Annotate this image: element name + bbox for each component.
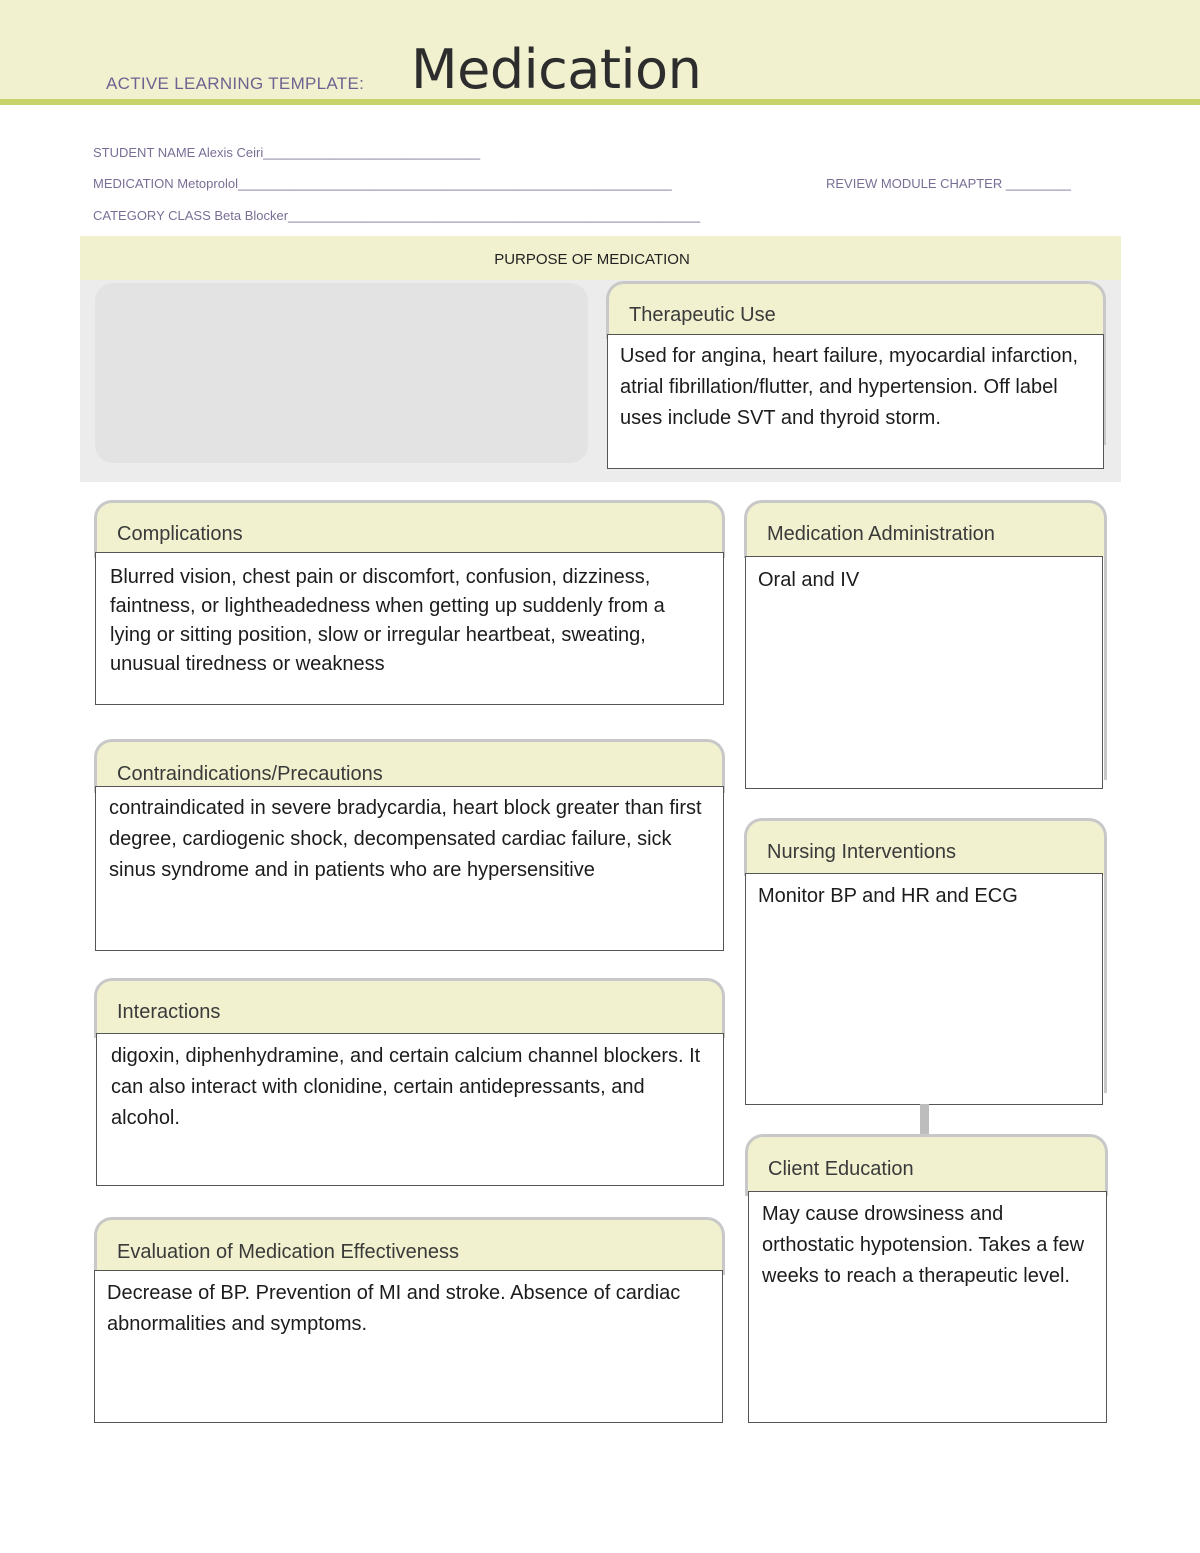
student-name-field[interactable]: STUDENT NAME Alexis Ceiri______________________________ <box>93 145 481 160</box>
nursing-interventions-text: Monitor BP and HR and ECG <box>758 885 1018 907</box>
medication-administration-label: Medication Administration <box>767 523 995 545</box>
evaluation-label: Evaluation of Medication Effectiveness <box>117 1241 460 1263</box>
evaluation-box[interactable] <box>94 1270 723 1423</box>
contraindications-text: contraindicated in severe bradycardia, heart block greater than first degree, cardiogenic shock, decompensated cardiac failure, sick sinus syndrome and in patients who are hypersensitive <box>109 797 702 881</box>
contraindications-tab <box>94 739 725 793</box>
therapeutic-use-text: Used for angina, heart failure, myocardial infarction, atrial fibrillation/flutter, and hypertension. Off label uses include SVT and thyroid storm. <box>620 345 1079 429</box>
client-education-tab <box>745 1134 1108 1196</box>
client-education-box[interactable] <box>748 1191 1107 1423</box>
interactions-tab <box>94 978 725 1038</box>
template-label: ACTIVE LEARNING TEMPLATE: <box>106 74 365 93</box>
medication-administration-shadow <box>1103 550 1107 780</box>
therapeutic-use-box[interactable] <box>607 334 1104 469</box>
category-class-field[interactable]: CATEGORY CLASS Beta Blocker_________________________________________________________ <box>93 208 701 223</box>
nursing-interventions-box[interactable] <box>745 873 1103 1105</box>
contraindications-label: Contraindications/Precautions <box>117 763 383 785</box>
client-education-label: Client Education <box>768 1158 914 1180</box>
nursing-interventions-tab <box>744 818 1107 876</box>
nursing-interventions-label: Nursing Interventions <box>767 841 956 863</box>
complications-tab <box>94 500 725 558</box>
complications-box[interactable] <box>95 552 724 705</box>
nursing-interventions-shadow <box>1103 868 1107 1093</box>
evaluation-tab <box>94 1217 725 1275</box>
evaluation-text: Decrease of BP. Prevention of MI and stroke. Absence of cardiac abnormalities and symptoms. <box>107 1282 681 1335</box>
complications-text: Blurred vision, chest pain or discomfort, confusion, dizziness, faintness, or lightheadedness when getting up suddenly from a lying or sitting position, slow or irregular heartbeat, sweating, unusual tiredness or weakness <box>110 566 665 675</box>
therapeutic-use-tab <box>606 281 1106 339</box>
interactions-label: Interactions <box>117 1001 221 1023</box>
medication-administration-text: Oral and IV <box>758 569 860 591</box>
medication-administration-box[interactable] <box>745 556 1103 789</box>
complications-label: Complications <box>117 523 243 545</box>
interactions-text: digoxin, diphenhydramine, and certain calcium channel blockers. It can also interact with clonidine, certain antidepressants, and alcohol. <box>111 1045 701 1129</box>
interactions-box[interactable] <box>96 1033 724 1186</box>
connector-bar <box>920 1104 929 1134</box>
contraindications-box[interactable] <box>95 786 724 951</box>
purpose-placeholder-box <box>95 283 588 463</box>
medication-administration-tab <box>744 500 1107 558</box>
page-title: Medication <box>411 38 702 101</box>
medication-field[interactable]: MEDICATION Metoprolol____________________________________________________________ <box>93 176 672 191</box>
therapeutic-use-label: Therapeutic Use <box>629 304 776 326</box>
client-education-text: May cause drowsiness and orthostatic hypotension. Takes a few weeks to reach a therapeutic level. <box>762 1203 1085 1287</box>
review-module-chapter-field[interactable]: REVIEW MODULE CHAPTER _________ <box>826 176 1071 191</box>
purpose-title: PURPOSE OF MEDICATION <box>494 251 690 268</box>
